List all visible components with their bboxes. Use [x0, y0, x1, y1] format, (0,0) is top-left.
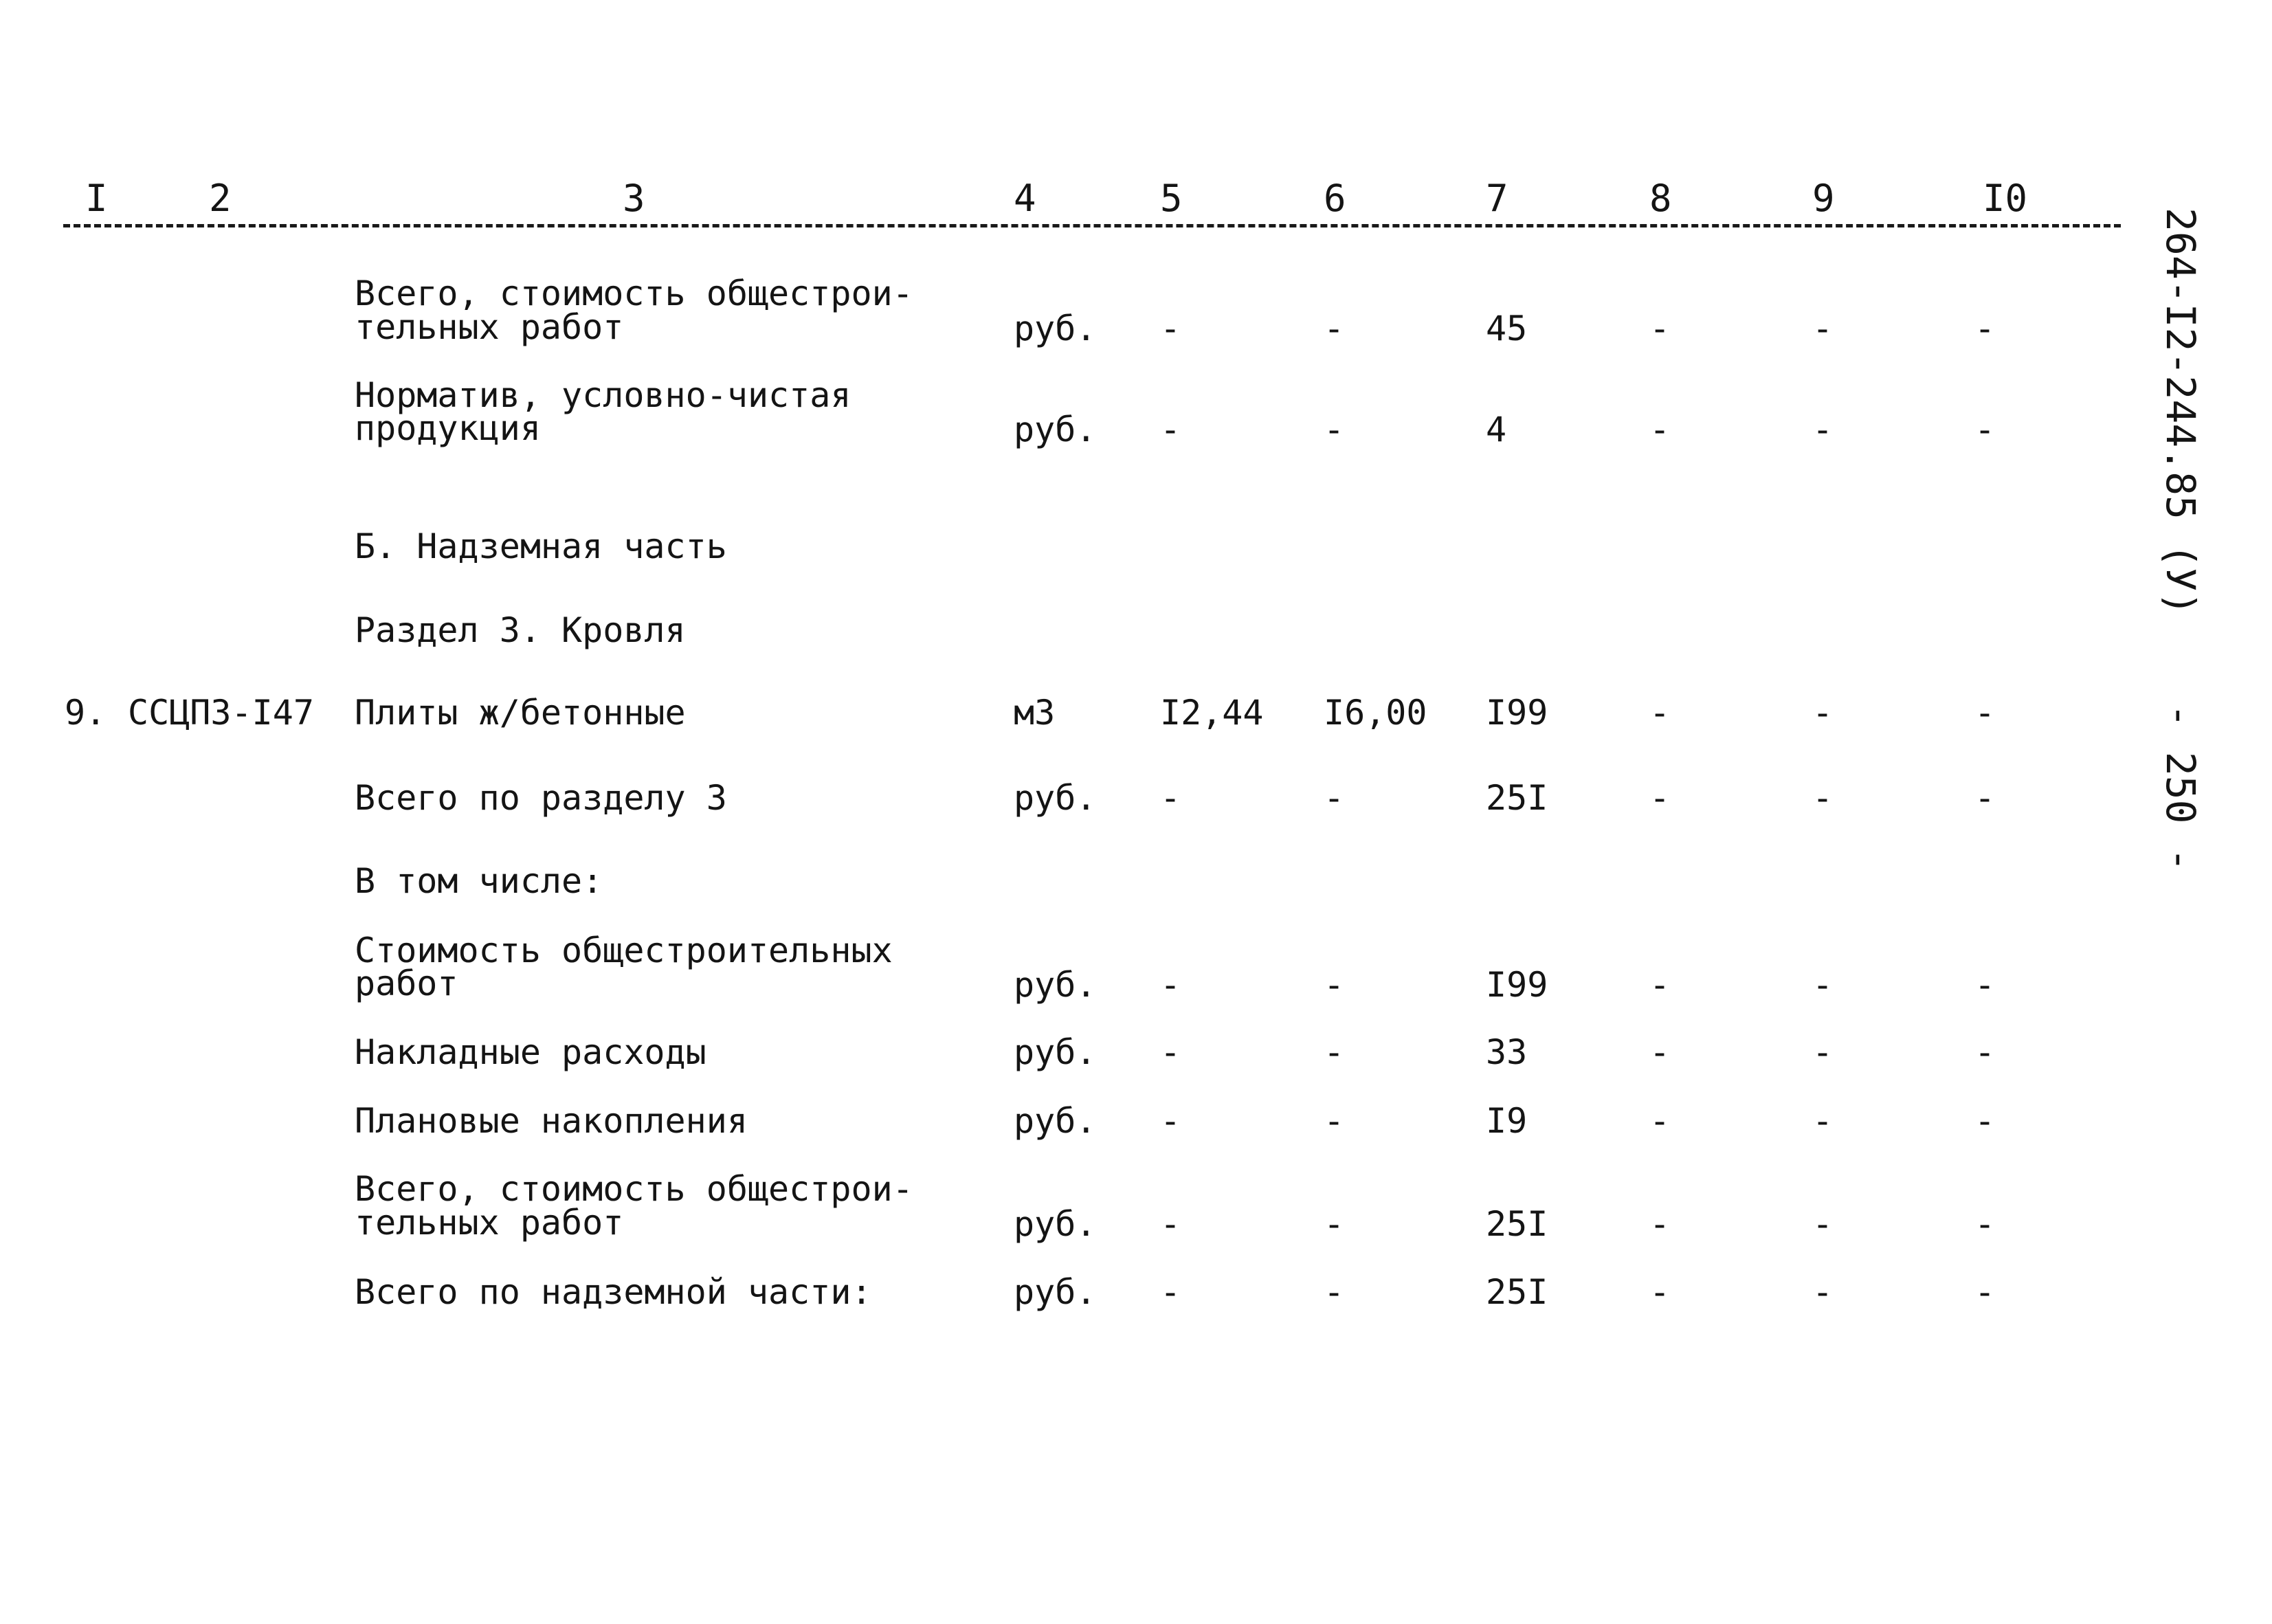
- col-header-2: 2: [209, 177, 232, 220]
- row-0-unit: руб.: [1014, 309, 1097, 348]
- row-8-unit: руб.: [1014, 1032, 1097, 1072]
- row-4-col10: -: [1974, 693, 1996, 733]
- row-1-col8: -: [1649, 410, 1671, 449]
- row-8-col9: -: [1812, 1032, 1834, 1072]
- row-0-col9: -: [1812, 309, 1834, 348]
- row-5-name: Всего по разделу 3: [355, 778, 727, 818]
- row-1-col9: -: [1812, 410, 1834, 449]
- row-7-col9: -: [1812, 965, 1834, 1005]
- row-11-col7: 25I: [1486, 1272, 1548, 1312]
- row-0-col6: -: [1324, 309, 1345, 348]
- col-header-9: 9: [1812, 177, 1835, 220]
- row-9-col5: -: [1160, 1101, 1181, 1141]
- row-10-col7: 25I: [1486, 1204, 1548, 1244]
- row-0-col8: -: [1649, 309, 1671, 348]
- row-10-col5: -: [1160, 1204, 1181, 1244]
- row-9-col10: -: [1974, 1101, 1996, 1141]
- row-4-num: 9.: [65, 693, 107, 733]
- row-10-col8: -: [1649, 1204, 1671, 1244]
- row-7-unit: руб.: [1014, 965, 1097, 1005]
- row-1-col7: 4: [1486, 410, 1507, 449]
- row-7-col7: I99: [1486, 965, 1548, 1005]
- row-5-col9: -: [1812, 778, 1834, 818]
- row-11-name: Всего по надземной части:: [355, 1272, 872, 1312]
- row-4-code: ССЦП3-I47: [128, 693, 314, 733]
- row-0-name-line1: Всего, стоимость общестрои-: [355, 274, 913, 313]
- header-rule: [63, 224, 2121, 227]
- row-5-col5: -: [1160, 778, 1181, 818]
- col-header-1: I: [85, 177, 108, 220]
- row-11-col9: -: [1812, 1272, 1834, 1312]
- row-11-unit: руб.: [1014, 1272, 1097, 1312]
- col-header-8: 8: [1649, 177, 1672, 220]
- row-0-col10: -: [1974, 309, 1996, 348]
- row-4-col9: -: [1812, 693, 1834, 733]
- row-10-col6: -: [1324, 1204, 1345, 1244]
- document-code-vertical: 264-I2-244.85 (У): [2157, 208, 2204, 616]
- col-header-3: 3: [623, 177, 645, 220]
- row-10-unit: руб.: [1014, 1204, 1097, 1244]
- row-5-col6: -: [1324, 778, 1345, 818]
- row-8-name: Накладные расходы: [355, 1032, 706, 1072]
- row-8-col10: -: [1974, 1032, 1996, 1072]
- row-10-col9: -: [1812, 1204, 1834, 1244]
- row-10-col10: -: [1974, 1204, 1996, 1244]
- row-9-unit: руб.: [1014, 1101, 1097, 1141]
- row-7-name-line2: работ: [355, 964, 458, 1003]
- col-header-4: 4: [1014, 177, 1036, 220]
- row-7-col5: -: [1160, 965, 1181, 1005]
- section-heading-including: В том числе:: [355, 861, 603, 901]
- col-header-6: 6: [1324, 177, 1346, 220]
- col-header-10: I0: [1983, 177, 2028, 220]
- row-7-col10: -: [1974, 965, 1996, 1005]
- row-0-col7: 45: [1486, 309, 1528, 348]
- col-header-7: 7: [1486, 177, 1508, 220]
- row-4-unit: м3: [1014, 693, 1056, 733]
- row-11-col8: -: [1649, 1272, 1671, 1312]
- row-1-col6: -: [1324, 410, 1345, 449]
- row-4-col8: -: [1649, 693, 1671, 733]
- row-1-unit: руб.: [1014, 410, 1097, 449]
- row-5-col8: -: [1649, 778, 1671, 818]
- row-9-col8: -: [1649, 1101, 1671, 1141]
- section-heading-above-ground: Б. Надземная часть: [355, 526, 727, 566]
- row-1-col5: -: [1160, 410, 1181, 449]
- row-0-col5: -: [1160, 309, 1181, 348]
- row-11-col6: -: [1324, 1272, 1345, 1312]
- row-7-col6: -: [1324, 965, 1345, 1005]
- row-5-unit: руб.: [1014, 778, 1097, 818]
- row-11-col10: -: [1974, 1272, 1996, 1312]
- row-7-name-line1: Стоимость общестроительных: [355, 931, 893, 970]
- row-8-col5: -: [1160, 1032, 1181, 1072]
- col-header-5: 5: [1160, 177, 1183, 220]
- section-heading-roof: Раздел 3. Кровля: [355, 610, 686, 650]
- row-4-col5: I2,44: [1160, 693, 1264, 733]
- row-1-name-line2: продукция: [355, 408, 541, 448]
- row-7-col8: -: [1649, 965, 1671, 1005]
- row-9-col6: -: [1324, 1101, 1345, 1141]
- row-9-name: Плановые накопления: [355, 1101, 748, 1141]
- row-8-col8: -: [1649, 1032, 1671, 1072]
- row-10-name-line1: Всего, стоимость общестрои-: [355, 1169, 913, 1209]
- row-1-name-line1: Норматив, условно-чистая: [355, 375, 851, 415]
- row-9-col9: -: [1812, 1101, 1834, 1141]
- row-5-col7: 25I: [1486, 778, 1548, 818]
- row-0-name-line2: тельных работ: [355, 307, 624, 347]
- row-10-name-line2: тельных работ: [355, 1203, 624, 1243]
- row-4-col7: I99: [1486, 693, 1548, 733]
- row-4-col6: I6,00: [1324, 693, 1427, 733]
- row-11-col5: -: [1160, 1272, 1181, 1312]
- row-8-col6: -: [1324, 1032, 1345, 1072]
- row-5-col10: -: [1974, 778, 1996, 818]
- page-number-vertical: - 250 -: [2157, 704, 2204, 872]
- row-1-col10: -: [1974, 410, 1996, 449]
- row-8-col7: 33: [1486, 1032, 1528, 1072]
- row-9-col7: I9: [1486, 1101, 1528, 1141]
- row-4-name: Плиты ж/бетонные: [355, 693, 686, 733]
